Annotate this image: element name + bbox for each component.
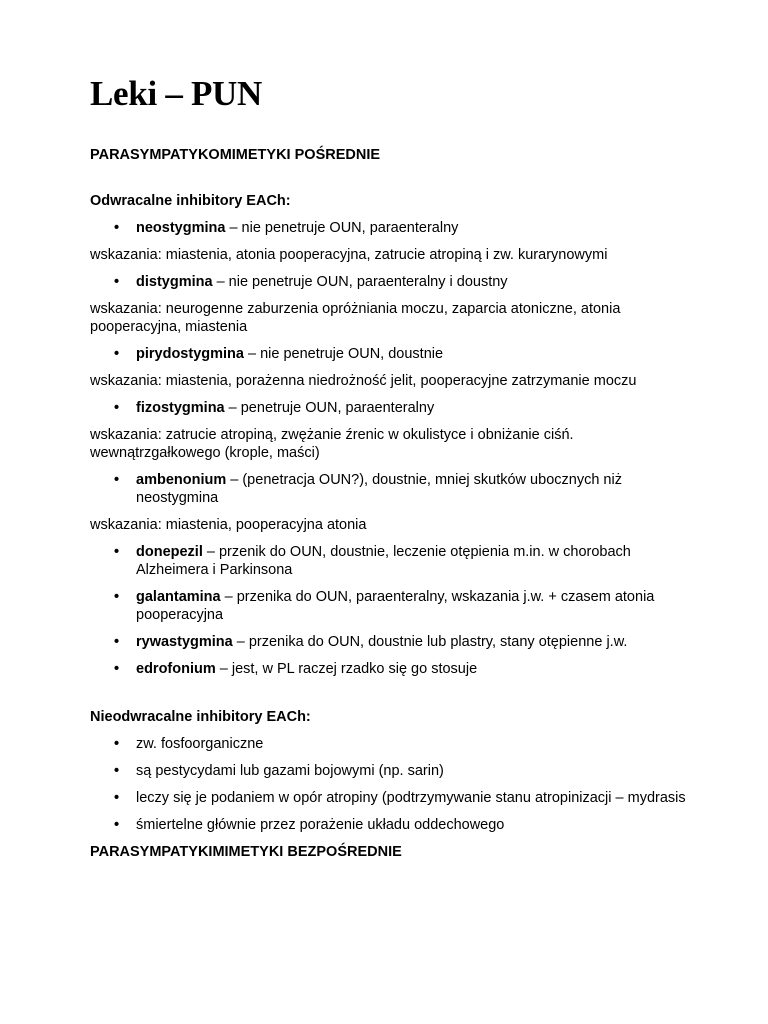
irreversible-inhibitors-heading: Nieodwracalne inhibitory EACh:: [90, 709, 311, 725]
list-item: [90, 735, 690, 753]
bullet-icon: •: [114, 661, 120, 677]
drug-name: distygmina: [136, 274, 213, 290]
indication-text: wskazania: neurogenne zaburzenia opróżniania moczu, zaparcia atoniczne, atonia pooperacyjna, miastenia: [90, 301, 621, 335]
bullet-icon: •: [114, 400, 120, 416]
drug-item-neostygmina: [90, 219, 690, 237]
drug-item-rywastygmina: [90, 633, 690, 651]
indication-text: wskazania: miastenia, atonia pooperacyjna, zatrucie atropiną i zw. kurarynowymi: [90, 247, 608, 263]
list-item-text: śmiertelne głównie przez porażenie układu oddechowego: [136, 817, 505, 833]
drug-description: – penetruje OUN, paraenteralny: [224, 400, 435, 416]
list-item: [90, 789, 690, 807]
list-item: [90, 816, 690, 834]
drug-item-donepezil: [90, 543, 690, 579]
bullet-icon: •: [114, 817, 120, 833]
section-heading-indirect: PARASYMPATYKOMIMETYKI POŚREDNIE: [90, 147, 381, 163]
drug-description: – przenika do OUN, paraenteralny, wskazania j.w. + czasem atonia pooperacyjna: [136, 589, 655, 623]
indication-text: wskazania: miastenia, porażenna niedrożność jelit, pooperacyjne zatrzymanie moczu: [90, 373, 637, 389]
bullet-icon: •: [114, 472, 120, 488]
drug-item-pirydostygmina: [90, 345, 690, 363]
drug-name: donepezil: [136, 544, 203, 560]
list-item: [90, 762, 690, 780]
bullet-icon: •: [114, 634, 120, 650]
list-item-text: leczy się je podaniem w opór atropiny (podtrzymywanie stanu atropinizacji – mydrasis: [136, 790, 686, 806]
drug-name: pirydostygmina: [136, 346, 244, 362]
reversible-inhibitors-heading: Odwracalne inhibitory EACh:: [90, 193, 291, 209]
drug-item-edrofonium: [90, 660, 690, 678]
drug-name: rywastygmina: [136, 634, 233, 650]
drug-name: fizostygmina: [136, 400, 225, 416]
drug-item-distygmina: [90, 273, 690, 291]
drug-description: – przenika do OUN, doustnie lub plastry, stany otępienne j.w.: [232, 634, 628, 650]
drug-name: ambenonium: [136, 472, 227, 488]
drug-description: – nie penetruje OUN, paraenteralny i doustny: [212, 274, 508, 290]
drug-name: galantamina: [136, 589, 221, 605]
document-page: [90, 72, 690, 861]
bullet-icon: •: [114, 763, 120, 779]
section-heading-direct: PARASYMPATYKIMIMETYKI BEZPOŚREDNIE: [90, 844, 402, 860]
indication-text: wskazania: miastenia, pooperacyjna atonia: [90, 517, 367, 533]
bullet-icon: •: [114, 790, 120, 806]
list-item-text: są pestycydami lub gazami bojowymi (np. sarin): [136, 763, 444, 779]
bullet-icon: •: [114, 220, 120, 236]
bullet-icon: •: [114, 736, 120, 752]
document-title: Leki – PUN: [90, 74, 263, 113]
bullet-icon: •: [114, 544, 120, 560]
drug-description: – jest, w PL raczej rzadko się go stosuje: [215, 661, 478, 677]
bullet-icon: •: [114, 589, 120, 605]
drug-description: – (penetracja OUN?), doustnie, mniej skutków ubocznych niż neostygmina: [136, 472, 622, 506]
drug-item-galantamina: [90, 588, 690, 624]
list-item-text: zw. fosfoorganiczne: [136, 736, 264, 752]
bullet-icon: •: [114, 346, 120, 362]
drug-name: neostygmina: [136, 220, 226, 236]
drug-item-ambenonium: [90, 471, 690, 507]
drug-name: edrofonium: [136, 661, 216, 677]
drug-description: – nie penetruje OUN, paraenteralny: [225, 220, 459, 236]
drug-description: – przenik do OUN, doustnie, leczenie otępienia m.in. w chorobach Alzheimera i Parkinsona: [136, 544, 631, 578]
indication-text: wskazania: zatrucie atropiną, zwężanie źrenic w okulistyce i obniżanie ciśń. wewnątrzgałkowego (krople, maści): [90, 427, 574, 461]
drug-item-fizostygmina: [90, 399, 690, 417]
bullet-icon: •: [114, 274, 120, 290]
drug-description: – nie penetruje OUN, doustnie: [243, 346, 444, 362]
